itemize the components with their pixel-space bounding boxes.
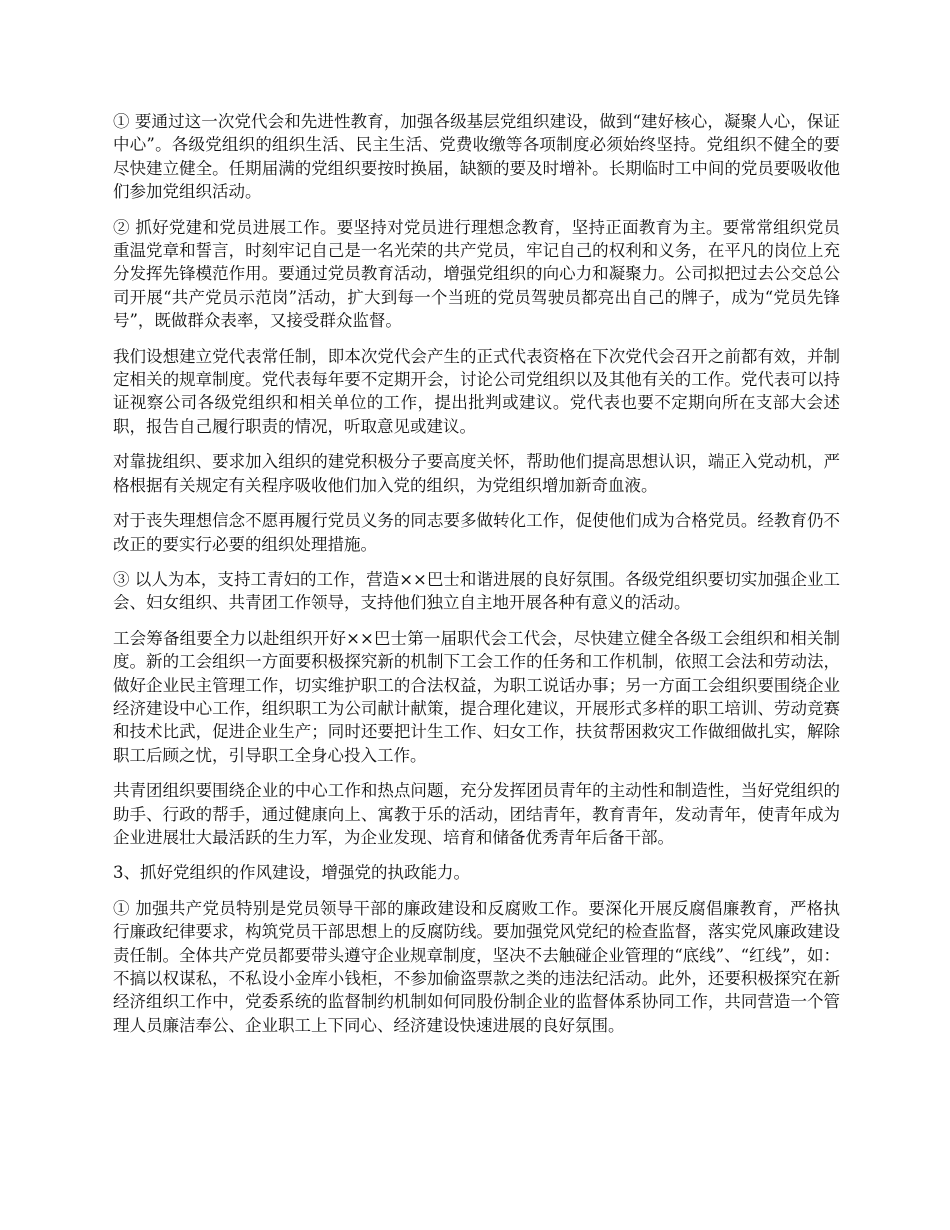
paragraph-7: 工会筹备组要全力以赴组织开好××巴士第一届职代会工代会，尽快建立健全各级工会组织和相关制度。新的工会组织一方面要积极探究新的机制下工会工作的任务和工作机制，依照工会法和劳动法，做好企业民主管理工作，切实维护职工的合法权益，为职工说话办事；另一方面工会组织要围绕企业经济建设中心工作，组织职工为公司献计献策，提合理化建议，开展形式多样的职工培训、劳动竞赛和技术比武，促进企业生产；同时还要把计生工作、妇女工作，扶贫帮困救灾工作做细做扎实，解除职工后顾之忧，引导职工全身心投入工作。	[113, 628, 840, 765]
section-heading: 3、抓好党组织的作风建设，增强党的执政能力。	[113, 863, 470, 883]
paragraph-5: 对于丧失理想信念不愿再履行党员义务的同志要多做转化工作，促使他们成为合格党员。经教育仍不改正的要实行必要的组织处理措施。	[113, 511, 840, 554]
paragraph-3: 我们设想建立党代表常任制，即本次党代会产生的正式代表资格在下次党代会召开之前都有效，并制定相关的规章制度。党代表每年要不定期开会，讨论公司党组织以及其他有关的工作。党代表可以持证视察公司各级党组织和相关单位的工作，提出批判或建议。党代表也要不定期向所在支部大会述职，报告自己履行职责的情况，听取意见或建议。	[113, 346, 840, 436]
paragraph-10: ① 加强共产党员特别是党员领导干部的廉政建设和反腐败工作。要深化开展反腐倡廉教育，严格执行廉政纪律要求，构筑党员干部思想上的反腐防线。要加强党风党纪的检查监督，落实党风廉政建设责任制。全体共产党员都要带头遵守企业规章制度，坚决不去触碰企业管理的“底线”、“红线”，如：不搞以权谋私，不私设小金库小钱柜，不参加偷盗票款之类的违法纪活动。此外，还要积极探究在新经济组织工作中，党委系统的监督制约机制如何同股份制企业的监督体系协同工作，共同营造一个管理人员廉洁奉公、企业职工上下同心、经济建设快速进展的良好氛围。	[113, 898, 840, 1035]
paragraph-4: 对靠拢组织、要求加入组织的建党积极分子要高度关怀，帮助他们提高思想认识，端正入党动机，严格根据有关规定有关程序吸收他们加入党的组织，为党组织增加新奇血液。	[113, 452, 840, 495]
paragraph-1: ① 要通过这一次党代会和先进性教育，加强各级基层党组织建设，做到“建好核心，凝聚人心，保证中心”。各级党组织的组织生活、民主生活、党费收缴等各项制度必须始终坚持。党组织不健全的要尽快建立健全。任期届满的党组织要按时换届，缺额的要及时增补。长期临时工中间的党员要吸收他们参加党组织活动。	[113, 112, 840, 202]
document-page	[113, 110, 840, 1049]
paragraph-8: 共青团组织要围绕企业的中心工作和热点问题，充分发挥团员青年的主动性和制造性，当好党组织的助手、行政的帮手，通过健康向上、寓教于乐的活动，团结青年，教育青年，发动青年，使青年成为企业进展壮大最活跃的生力军，为企业发现、培育和储备优秀青年后备干部。	[113, 781, 840, 847]
paragraph-6: ③ 以人为本，支持工青妇的工作，营造××巴士和谐进展的良好氛围。各级党组织要切实加强企业工会、妇女组织、共青团工作领导，支持他们独立自主地开展各种有意义的活动。	[113, 569, 840, 613]
paragraph-2: ② 抓好党建和党员进展工作。要坚持对党员进行理想念教育，坚持正面教育为主。要常常组织党员重温党章和誓言，时刻牢记自己是一名光荣的共产党员，牢记自己的权利和义务，在平凡的岗位上充分发挥先锋模范作用。要通过党员教育活动，增强党组织的向心力和凝聚力。公司拟把过去公交总公司开展“共产党员示范岗”活动，扩大到每一个当班的党员驾驶员都亮出自己的牌子，成为“党员先锋号”，既做群众表率，又接受群众监督。	[113, 217, 840, 331]
